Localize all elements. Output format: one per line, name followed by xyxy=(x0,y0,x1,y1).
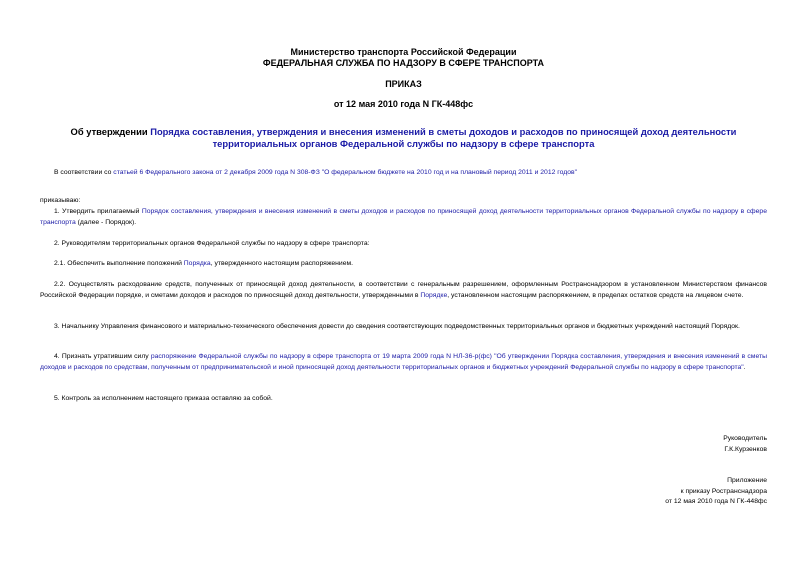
ministry-name: Министерство транспорта Российской Федерации xyxy=(290,47,517,57)
item-4-prefix: 4. Признать утратившим силу xyxy=(54,353,151,360)
order-word: приказываю: xyxy=(40,197,81,204)
item-2-1-suffix: , утвержденного настоящим распоряжением. xyxy=(210,260,354,267)
item-1 xyxy=(40,207,767,228)
item-2-1 xyxy=(40,259,767,270)
item-5: 5. Контроль за исполнением настоящего приказа оставляю за собой. xyxy=(54,395,273,402)
signature-position: Руководитель xyxy=(723,435,767,442)
appendix-title: Приложение xyxy=(727,477,767,484)
item-1-procedure-link[interactable]: Порядок составления, утверждения и внесения изменений в сметы доходов и расходов по приносящей доход деятельности территориальных органов Федеральной службы по надзору в сфере транспорта xyxy=(40,208,767,226)
signature-name: Г.К.Курзенков xyxy=(724,446,767,453)
service-name: ФЕДЕРАЛЬНАЯ СЛУЖБА ПО НАДЗОРУ В СФЕРЕ ТРАНСПОРТА xyxy=(262,58,545,68)
preamble-law-link[interactable]: статьей 6 Федерального закона от 2 декабря 2009 года N 308-ФЗ "О федеральном бюджете на 2010 год и на плановый период 2011 и 2012 годов" xyxy=(113,169,578,176)
item-2-2 xyxy=(40,280,767,301)
item-2-1-link[interactable]: Порядка xyxy=(183,260,211,267)
item-4 xyxy=(40,352,767,373)
item-2-1-prefix: 2.1. Обеспечить выполнение положений xyxy=(54,260,184,267)
item-1-prefix: 1. Утвердить прилагаемый xyxy=(54,208,142,215)
appendix-date: от 12 мая 2010 года N ГК-448фс xyxy=(665,498,767,505)
preamble-prefix: В соответствии со xyxy=(54,169,114,176)
item-2-2-prefix: 2.2. Осуществлять расходование средств, полученных от приносящей доход деятельности, в соответствии с генеральным разрешением, оформленным Ространснадзором в установленном Министерством финансов Российской Федерации порядке, и сметами доходов и расходов по приносящей доход деятельности, утвержденными в xyxy=(40,281,767,299)
appendix-reference: к приказу Ространснадзора xyxy=(680,488,767,495)
item-2-2-suffix: , установленном настоящим распоряжением, в пределах остатков средств на лицевом счете. xyxy=(447,291,744,299)
item-4-suffix: . xyxy=(743,363,746,371)
item-3: 3. Начальнику Управления финансового и материально-технического обеспечения довести до сведения соответствующих подведомственных территориальных органов и бюджетных учреждений настоящий Порядок. xyxy=(54,323,740,330)
title-prefix: Об утверждении xyxy=(70,126,151,137)
item-2-2-link[interactable]: Порядке xyxy=(420,291,448,299)
document-title xyxy=(40,126,767,150)
document-type: ПРИКАЗ xyxy=(385,79,422,89)
item-1-suffix: (далее - Порядок). xyxy=(75,218,137,226)
preamble xyxy=(40,168,767,179)
document-date-number: от 12 мая 2010 года N ГК-448фс xyxy=(333,99,474,109)
title-link[interactable]: Порядка составления, утверждения и внесения изменений в сметы доходов и расходов по приносящей доход деятельности территориальных органов Федеральной службы по надзору в сфере транспорта xyxy=(150,126,737,149)
item-4-order-link[interactable]: распоряжение Федеральной службы по надзору в сфере транспорта от 19 марта 2009 года N НЛ-36-р(фс) "Об утверждении Порядка составления, утверждения и внесения изменений в сметы доходов и расходов по средствам, полученным от предпринимательской и иной приносящей доход деятельности территориальных органов и бюджетных учреждений Федеральной службы по надзору в сфере транспорта" xyxy=(40,353,767,371)
item-2: 2. Руководителям территориальных органов Федеральной службы по надзору в сфере транспорта: xyxy=(54,240,370,247)
